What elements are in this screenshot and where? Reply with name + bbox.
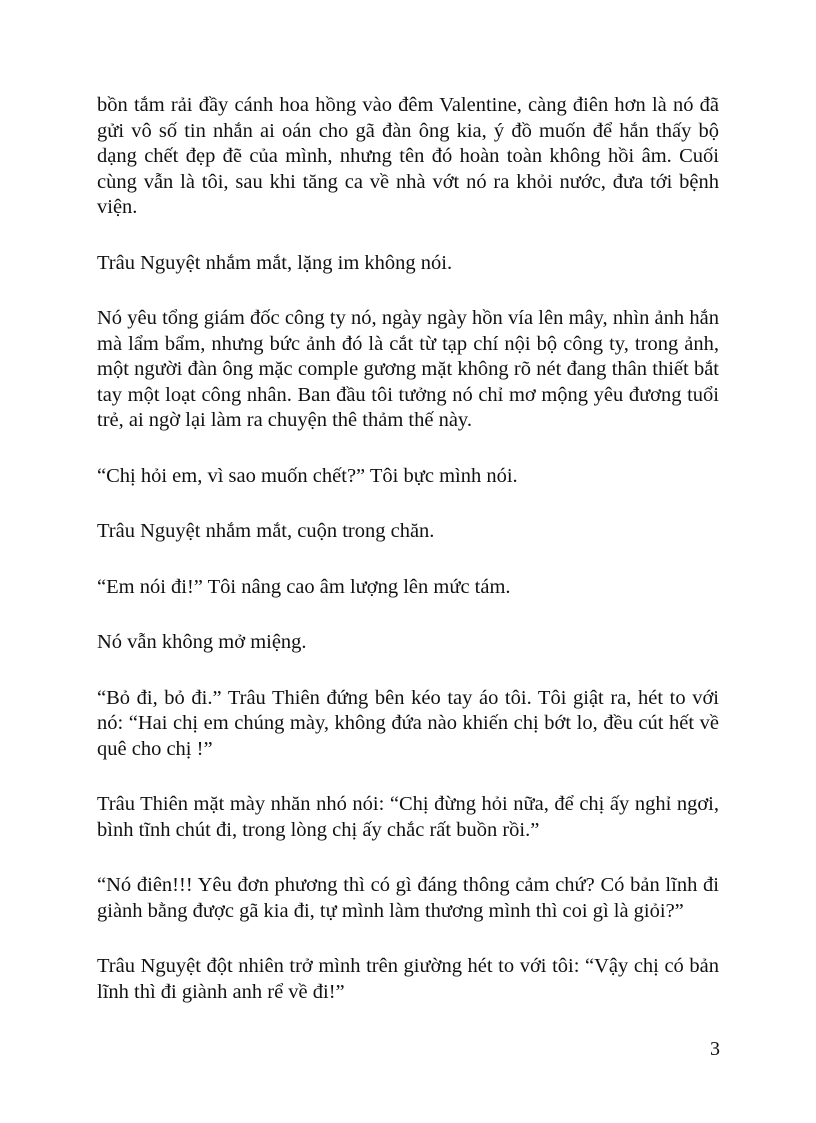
paragraph-4: “Chị hỏi em, vì sao muốn chết?” Tôi bực mình nói. bbox=[97, 464, 518, 487]
paragraph-9: Trâu Thiên mặt mày nhăn nhó nói: “Chị đừng hỏi nữa, để chị ấy nghỉ ngơi, bình tĩnh chút đi, trong lòng chị ấy chắc rất buồn rồi.” bbox=[97, 793, 719, 841]
paragraph-7: Nó vẫn không mở miệng. bbox=[97, 631, 307, 653]
document-body bbox=[97, 93, 719, 1005]
paragraph-8: “Bỏ đi, bỏ đi.” Trâu Thiên đứng bên kéo tay áo tôi. Tôi giật ra, hét to với nó: “Hai chị em chúng mày, không đứa nào khiến chị bớt lo, đều cút hết về quê cho chị !” bbox=[97, 686, 719, 760]
page-number: 3 bbox=[710, 1038, 720, 1060]
paragraph-10: “Nó điên!!! Yêu đơn phương thì có gì đáng thông cảm chứ? Có bản lĩnh đi giành bằng được gã kia đi, tự mình làm thương mình thì coi gì là giỏi?” bbox=[97, 874, 719, 922]
paragraph-1: bồn tắm rải đầy cánh hoa hồng vào đêm Valentine, càng điên hơn là nó đã gửi vô số tin nhắn ai oán cho gã đàn ông kia, ý đồ muốn để hắn thấy bộ dạng chết đẹp đẽ của mình, nhưng tên đó hoàn toàn không hồi âm. Cuối cùng vẫn là tôi, sau khi tăng ca về nhà vớt nó ra khỏi nước, đưa tới bệnh viện. bbox=[97, 94, 719, 218]
paragraph-2: Trâu Nguyệt nhắm mắt, lặng im không nói. bbox=[97, 251, 453, 274]
paragraph-3: Nó yêu tổng giám đốc công ty nó, ngày ngày hồn vía lên mây, nhìn ảnh hắn mà lẩm bẩm, nhưng bức ảnh đó là cắt từ tạp chí nội bộ công ty, trong ảnh, một người đàn ông mặc comple gương mặt không rõ nét đang thân thiết bắt tay một loạt công nhân. Ban đầu tôi tưởng nó chỉ mơ mộng yêu đương tuổi trẻ, ai ngờ lại làm ra chuyện thê thảm thế này. bbox=[97, 307, 719, 431]
paragraph-5: Trâu Nguyệt nhắm mắt, cuộn trong chăn. bbox=[97, 520, 435, 542]
paragraph-11: Trâu Nguyệt đột nhiên trở mình trên giường hét to với tôi: “Vậy chị có bản lĩnh thì đi giành anh rể về đi!” bbox=[97, 955, 719, 1003]
paragraph-6: “Em nói đi!” Tôi nâng cao âm lượng lên mức tám. bbox=[97, 575, 511, 598]
